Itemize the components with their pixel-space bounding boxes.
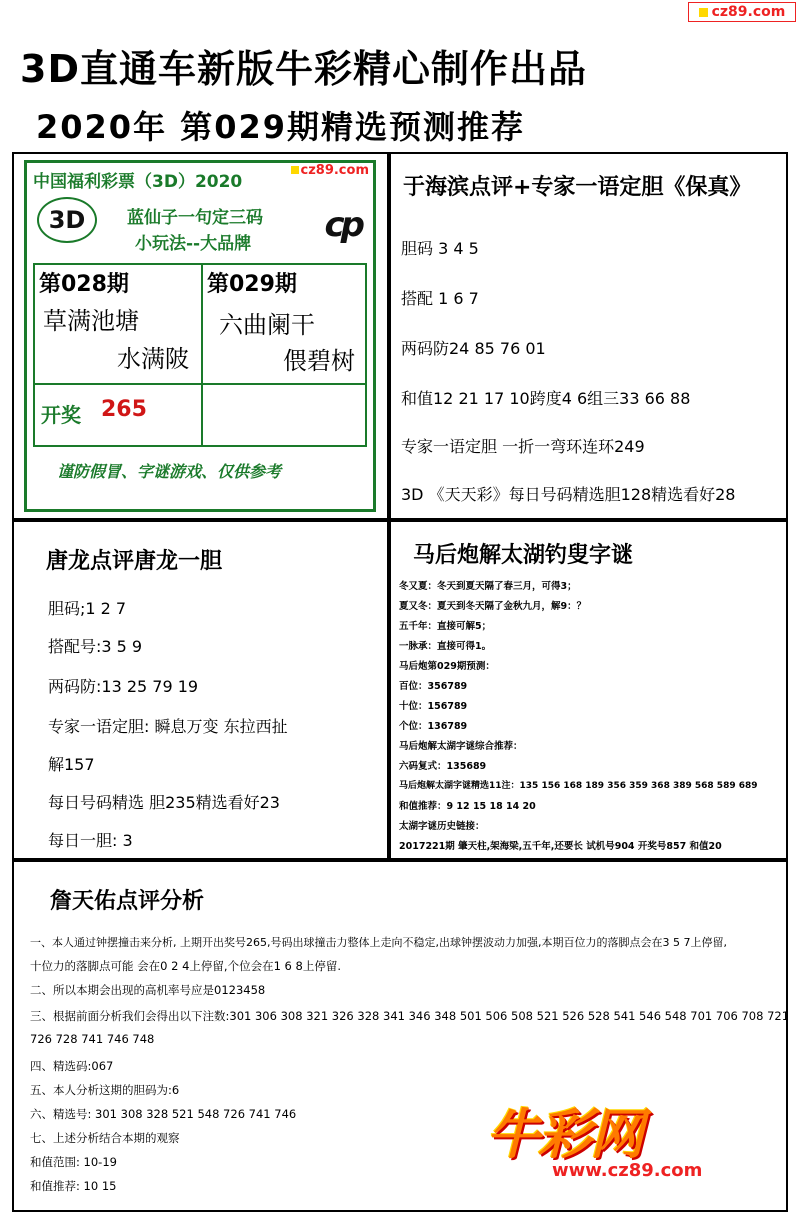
panel-line: 每日号码精选 胆235精选看好23 (48, 793, 280, 812)
riddle-line: 冬又夏：冬天到夏天隔了春三月，可得3； (399, 581, 577, 592)
brand-name: 牛彩网 (486, 1103, 642, 1166)
analysis-line: 十位力的落脚点可能 会在0 2 4上停留,个位会在1 6 8上停留. (30, 959, 341, 973)
site-badge-text: cz89.com (711, 4, 786, 20)
draw-number: 265 (101, 397, 147, 422)
square-icon (291, 166, 299, 174)
card-footer: 谨防假冒、字谜游戏、仅供参考 (57, 462, 282, 481)
cur-riddle-line2: 偎碧树 (283, 347, 355, 375)
riddle-line: 马后炮解太湖字谜精选11注：135 156 168 189 356 359 368 389 568 589 689 (399, 781, 758, 791)
site-badge[interactable] (688, 2, 796, 22)
card-site-text: cz89.com (300, 163, 369, 178)
yuhaibin-panel (389, 152, 788, 520)
card-site-tag (291, 163, 370, 178)
mahoupao-panel (389, 520, 788, 860)
page-subtitle: 2020年 第029期精选预测推荐 (36, 108, 526, 146)
panel-line: 两码防24 85 76 01 (401, 339, 546, 358)
panel-line: 和值12 21 17 10跨度4 6组三33 66 88 (401, 389, 691, 408)
riddle-line: 个位：136789 (399, 721, 468, 732)
prev-period: 第028期 (39, 272, 129, 297)
grid-divider (201, 265, 203, 445)
riddle-grid (33, 263, 367, 447)
analysis-line: 726 728 741 746 748 (30, 1032, 155, 1046)
panel-line: 每日一胆: 3 (48, 831, 133, 850)
riddle-line: 马后炮第029期预测： (399, 661, 495, 672)
brand-url[interactable]: www.cz89.com (552, 1160, 703, 1181)
lottery-card (24, 160, 376, 512)
card-slogan-2: 小玩法--大品牌 (135, 234, 252, 254)
3d-logo-icon: 3D (37, 197, 97, 243)
card-slogan-1: 蓝仙子一句定三码 (127, 208, 263, 228)
panel-title: 于海滨点评+专家一语定胆《保真》 (403, 175, 752, 200)
analysis-line: 二、所以本期会出现的高机率号应是0123458 (30, 983, 266, 997)
panel-title: 詹天佑点评分析 (50, 889, 205, 914)
cur-riddle-line1: 六曲阑干 (219, 311, 315, 339)
riddle-line: 百位：356789 (399, 681, 468, 692)
analysis-line: 七、上述分析结合本期的观察 (30, 1131, 180, 1145)
riddle-line: 五千年：直接可解5； (399, 621, 492, 632)
panel-line: 3D 《天天彩》每日号码精选胆128精选看好28 (401, 485, 736, 504)
panel-line: 胆码 3 4 5 (401, 239, 479, 258)
panel-title: 唐龙点评唐龙一胆 (46, 549, 223, 574)
analysis-line: 和值范围: 10-19 (30, 1155, 117, 1169)
cp-logo-icon: cp (324, 205, 361, 245)
card-heading: 中国福利彩票（3D）2020 (33, 172, 243, 192)
analysis-line: 四、精选码:067 (30, 1059, 114, 1073)
analysis-line: 三、根据前面分析我们会得出以下注数:301 306 308 321 326 328 341 346 348 501 506 508 521 526 528 541 546 548 701 706 708 721 (30, 1009, 790, 1023)
riddle-line: 2017221期 肇天柱,架海梁,五千年,还要长 试机号904 开奖号857 和值20 (399, 841, 722, 852)
analysis-line: 和值推荐: 10 15 (30, 1179, 117, 1193)
panel-line: 专家一语定胆: 瞬息万变 东拉西扯 (48, 717, 288, 736)
panel-line: 搭配 1 6 7 (401, 289, 479, 308)
panel-line: 解157 (48, 755, 95, 774)
cur-period: 第029期 (207, 272, 297, 297)
riddle-line: 夏又冬：夏天到冬天隔了金秋九月，解9：？ (399, 601, 587, 612)
prev-riddle-line2: 水满陂 (117, 345, 189, 373)
tanglong-panel (12, 520, 389, 860)
panel-line: 专家一语定胆 一折一弯环连环249 (401, 437, 645, 456)
riddle-line: 太湖字谜历史链接： (399, 821, 485, 832)
analysis-line: 一、本人通过钟摆撞击来分析, 上期开出奖号265,号码出球撞击力整体上走向不稳定,出球钟摆波动力加强,本期百位力的落脚点会在3 5 7上停留, (30, 936, 727, 949)
panel-line: 胆码;1 2 7 (48, 599, 127, 618)
page-title: 3D直通车新版牛彩精心制作出品 (20, 47, 587, 91)
analysis-line: 六、精选号: 301 308 328 521 548 726 741 746 (30, 1107, 297, 1121)
riddle-line: 十位：156789 (399, 701, 468, 712)
riddle-line: 六码复式：135689 (399, 761, 487, 772)
riddle-line: 一脉承：直接可得1。 (399, 641, 492, 652)
draw-label: 开奖 (41, 403, 81, 427)
panel-line: 搭配号:3 5 9 (48, 637, 143, 656)
panel-title: 马后炮解太湖钓叟字谜 (413, 543, 634, 568)
analysis-line: 五、本人分析这期的胆码为:6 (30, 1083, 180, 1097)
zhantianyou-panel (12, 860, 788, 1212)
riddle-line: 和值推荐：9 12 15 18 14 20 (399, 801, 536, 812)
grid-divider (35, 383, 365, 385)
square-icon (699, 8, 708, 17)
brand-logo[interactable] (486, 1092, 726, 1192)
riddle-line: 马后炮解太湖字谜综合推荐： (399, 741, 523, 752)
prev-riddle-line1: 草满池塘 (43, 307, 139, 335)
lottery-card-panel (12, 152, 389, 520)
panel-line: 两码防:13 25 79 19 (48, 677, 199, 696)
